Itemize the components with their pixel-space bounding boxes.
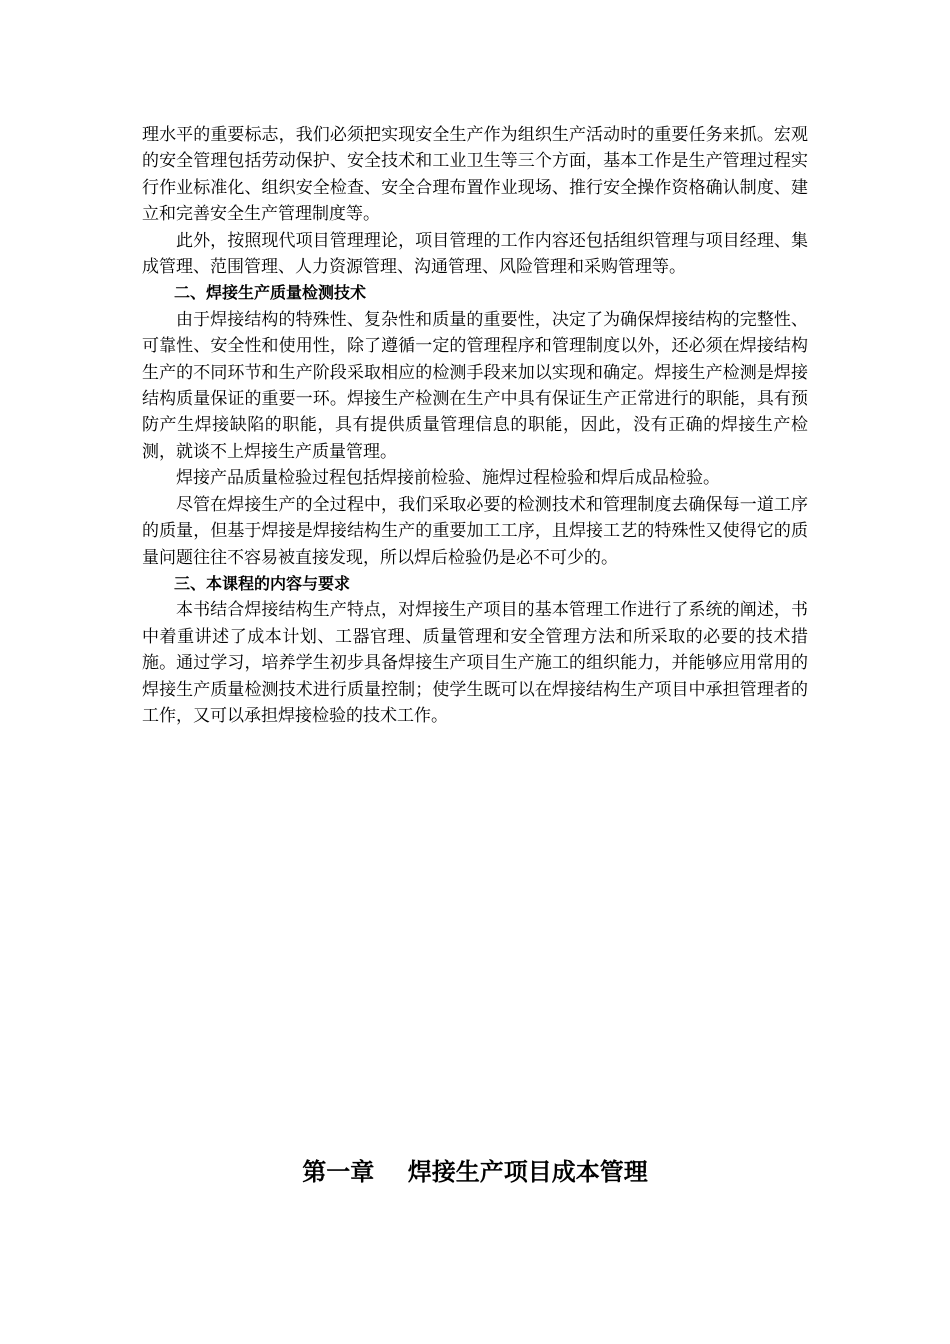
paragraph-course-requirements: 本书结合焊接结构生产特点，对焊接生产项目的基本管理工作进行了系统的阐述，书中着重讲述了成本计划、工器官理、质量管理和安全管理方法和所采取的必要的技术措施。通过学习，培养学生初步具备焊接生产项目生产施工的组织能力，并能够应用常用的焊接生产质量检测技术进行质量控制；使学生既可以在焊接结构生产项目中承担管理者的工作，又可以承担焊接检验的技术工作。 — [142, 600, 808, 726]
section-heading-quality-inspection: 二、焊接生产质量检测技术 — [174, 283, 367, 303]
section-heading-course-content: 三、本课程的内容与要求 — [174, 573, 351, 593]
paragraph-inspection-process: 焊接产品质量检验过程包括焊接前检验、施焊过程检验和焊后成品检验。 — [176, 468, 720, 489]
chapter-title: 第一章 焊接生产项目成本管理 — [302, 1158, 648, 1186]
paragraph-project-management: 此外，按照现代项目管理理论，项目管理的工作内容还包括组织管理与项目经理、集成管理、范围管理、人力资源管理、沟通管理、风险管理和采购管理等。 — [142, 230, 808, 278]
paragraph-post-weld-inspection: 尽管在焊接生产的全过程中，我们采取必要的检测技术和管理制度去确保每一道工序的质量，但基于焊接是焊接结构生产的重要加工工序，且焊接工艺的特殊性又使得它的质量问题往往不容易被直接发现，所以焊后检验仍是必不可少的。 — [142, 494, 808, 568]
paragraph-inspection-importance: 由于焊接结构的特殊性、复杂性和质量的重要性，决定了为确保焊接结构的完整性、可靠性、安全性和使用性，除了遵循一定的管理程序和管理制度以外，还必须在焊接结构生产的不同环节和生产阶段采取相应的检测手段来加以实现和确定。焊接生产检测是焊接结构质量保证的重要一环。焊接生产检测在生产中具有保证生产正常进行的职能，具有预防产生焊接缺陷的职能，具有提供质量管理信息的职能，因此，没有正确的焊接生产检测，就谈不上焊接生产质量管理。 — [142, 309, 808, 462]
body-text — [142, 122, 808, 729]
paragraph-safety-management: 理水平的重要标志，我们必须把实现安全生产作为组织生产活动时的重要任务来抓。宏观的安全管理包括劳动保护、安全技术和工业卫生等三个方面，基本工作是生产管理过程实行作业标准化、组织安全检查、安全合理布置作业现场、推行安全操作资格确认制度、建立和完善安全生产管理制度等。 — [142, 125, 808, 225]
